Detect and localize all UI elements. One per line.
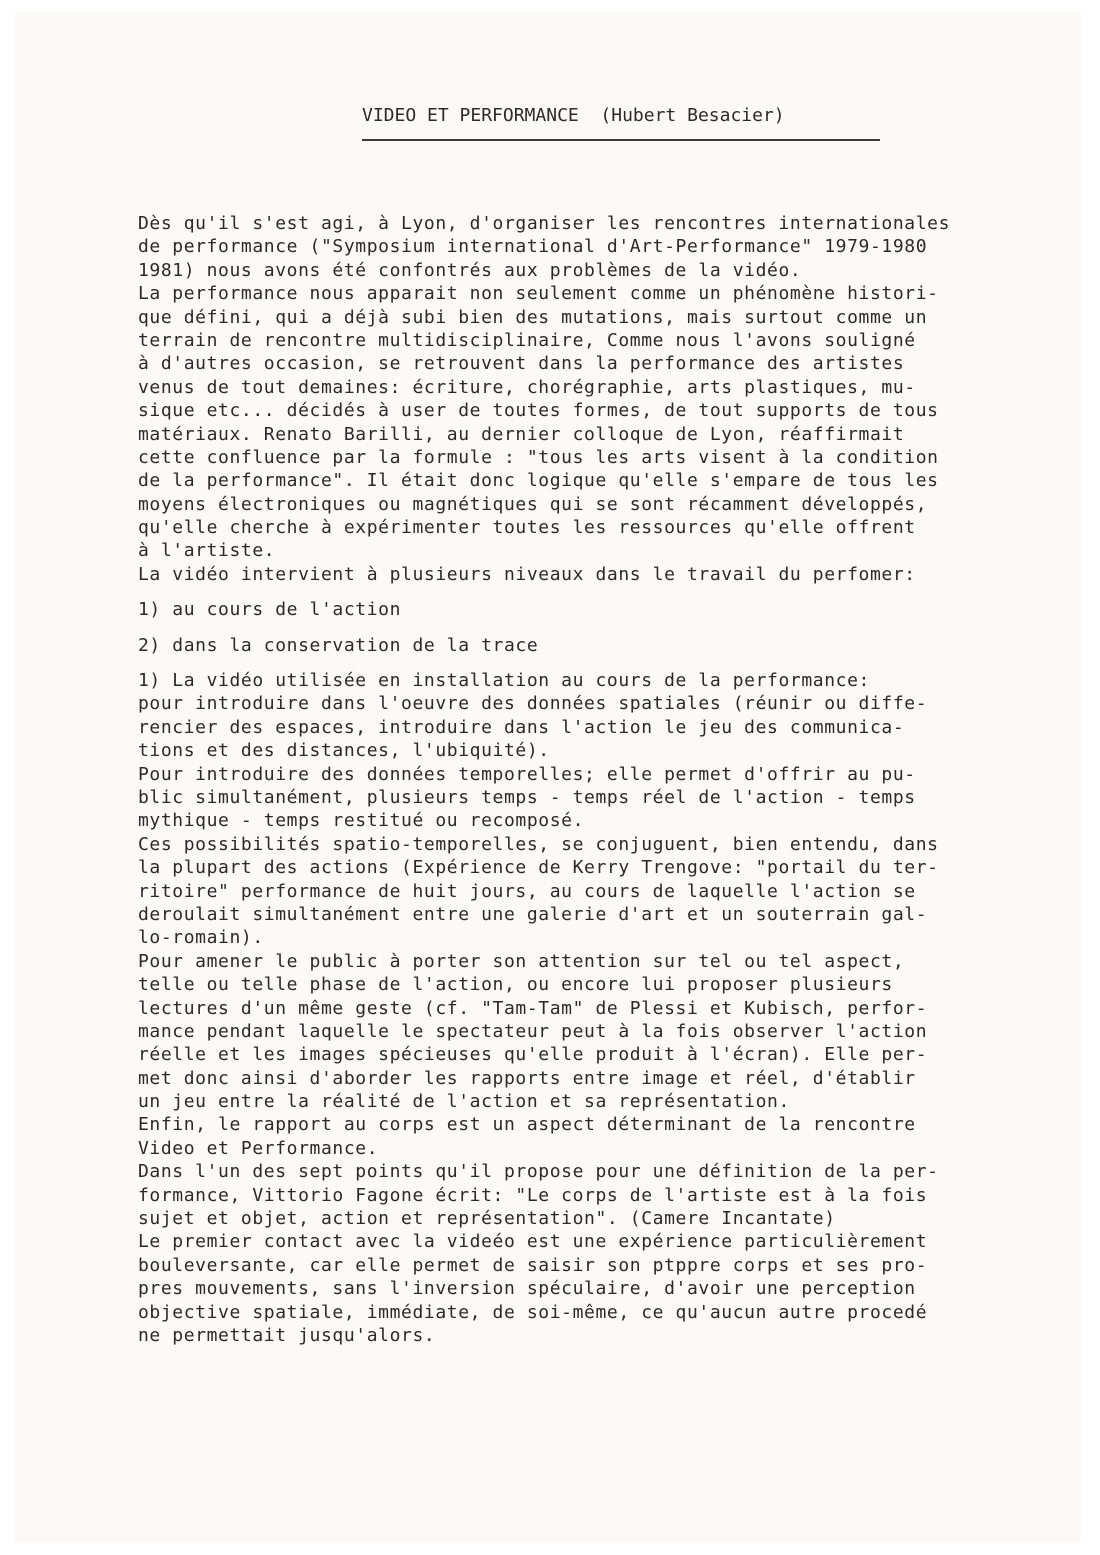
text-line: moyens électroniques ou magnétiques qui se sont récamment développés,	[138, 493, 928, 515]
text-line: mythique - temps restitué ou recomposé.	[138, 810, 585, 832]
text-line: réelle et les images spécieuses qu'elle produit à l'écran). Elle per-	[138, 1044, 928, 1066]
text-line: La vidéo intervient à plusieurs niveaux dans le travail du perfomer:	[138, 563, 916, 585]
text-line: La performance nous apparait non seulement comme un phénomène histori-	[138, 283, 939, 305]
text-line: 1) La vidéo utilisée en installation au cours de la performance:	[138, 670, 870, 692]
document-body	[138, 212, 1078, 1347]
text-line: un jeu entre la réalité de l'action et sa représentation.	[138, 1091, 790, 1113]
paragraph-gap	[138, 586, 1078, 598]
text-line: Enfin, le rapport au corps est un aspect déterminant de la rencontre	[138, 1114, 916, 1136]
paragraph-gap	[138, 622, 1078, 634]
text-line: de performance ("Symposium international d'Art-Performance" 1979-1980	[138, 236, 928, 258]
text-line: ritoire" performance de huit jours, au cours de laquelle l'action se	[138, 880, 916, 902]
paragraph	[138, 598, 1078, 621]
text-line: tions et des distances, l'ubiquité).	[138, 740, 550, 762]
text-line: objective spatiale, immédiate, de soi-même, ce qu'aucun autre procedé	[138, 1301, 928, 1323]
text-line: la plupart des actions (Expérience de Kerry Trengove: "portail du ter-	[138, 857, 939, 879]
text-line: à l'artiste.	[138, 540, 276, 562]
text-line: Dès qu'il s'est agi, à Lyon, d'organiser les rencontres internationales	[138, 213, 951, 234]
text-line: cette confluence par la formule : "tous les arts visent à la condition	[138, 446, 939, 468]
text-line: met donc ainsi d'aborder les rapports entre image et réel, d'établir	[138, 1067, 916, 1089]
text-line: de la performance". Il était donc logique qu'elle s'empare de tous les	[138, 470, 939, 492]
paragraph	[138, 669, 1078, 1347]
text-line: qu'elle cherche à expérimenter toutes les ressources qu'elle offrent	[138, 517, 916, 539]
paragraph	[138, 634, 1078, 657]
title-block	[362, 104, 880, 141]
text-line: Ces possibilités spatio-temporelles, se conjuguent, bien entendu, dans	[138, 833, 939, 855]
text-line: venus de tout demaines: écriture, chorégraphie, arts plastiques, mu-	[138, 376, 916, 398]
text-line: formance, Vittorio Fagone écrit: "Le corps de l'artiste est à la fois	[138, 1184, 928, 1206]
text-line: lectures d'un même geste (cf. "Tam-Tam" de Plessi et Kubisch, perfor-	[138, 997, 928, 1019]
paragraph-gap	[138, 657, 1078, 669]
text-line: bouleversante, car elle permet de saisir son ptppre corps et ses pro-	[138, 1254, 928, 1276]
title-underline	[362, 139, 880, 141]
text-line: blic simultanément, plusieurs temps - temps réel de l'action - temps	[138, 786, 916, 808]
text-line: que défini, qui a déjà subi bien des mutations, mais surtout comme un	[138, 306, 928, 328]
text-line: Pour amener le public à porter son attention sur tel ou tel aspect,	[138, 950, 905, 972]
text-line: mance pendant laquelle le spectateur peut à la fois observer l'action	[138, 1020, 928, 1042]
text-line: terrain de rencontre multidisciplinaire, Comme nous l'avons souligné	[138, 329, 916, 351]
text-line: deroulait simultanément entre une galerie d'art et un souterrain gal-	[138, 903, 928, 925]
text-line: Dans l'un des sept points qu'il propose pour une définition de la per-	[138, 1161, 939, 1183]
text-line: pres mouvements, sans l'inversion spéculaire, d'avoir une perception	[138, 1278, 916, 1300]
text-line: sujet et objet, action et représentation". (Camere Incantate)	[138, 1208, 836, 1230]
paragraph	[138, 212, 1078, 586]
text-line: à d'autres occasion, se retrouvent dans la performance des artistes	[138, 353, 905, 375]
text-line: pour introduire dans l'oeuvre des données spatiales (réunir ou diffe-	[138, 693, 928, 715]
text-line: ne permettait jusqu'alors.	[138, 1324, 436, 1346]
text-line: 1) au cours de l'action	[138, 599, 402, 621]
text-line: Le premier contact avec la videéo est une expérience particulièrement	[138, 1231, 928, 1253]
text-line: Video et Performance.	[138, 1137, 379, 1159]
document-title: VIDEO ET PERFORMANCE (Hubert Besacier)	[362, 105, 785, 126]
text-line: rencier des espaces, introduire dans l'action le jeu des communica-	[138, 716, 905, 738]
text-line: 1981) nous avons été confontrés aux problèmes de la vidéo.	[138, 259, 802, 281]
text-line: Pour introduire des données temporelles; elle permet d'offrir au pu-	[138, 763, 916, 785]
text-line: matériaux. Renato Barilli, au dernier colloque de Lyon, réaffirmait	[138, 423, 905, 445]
text-line: lo-romain).	[138, 927, 264, 949]
text-line: 2) dans la conservation de la trace	[138, 634, 539, 656]
text-line: sique etc... décidés à user de toutes formes, de tout supports de tous	[138, 400, 939, 422]
text-line: telle ou telle phase de l'action, ou encore lui proposer plusieurs	[138, 974, 893, 996]
